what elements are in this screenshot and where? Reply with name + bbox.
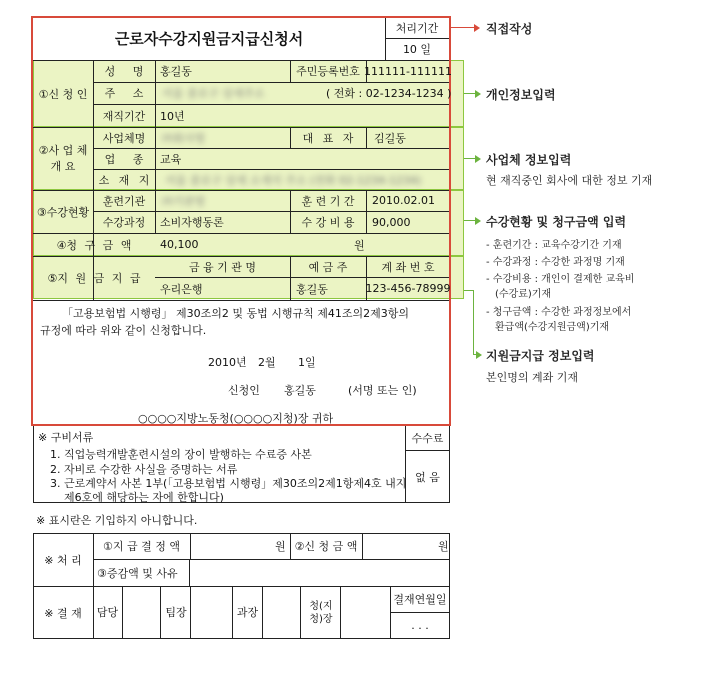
approval-office-head: 청(지청)장 <box>309 601 333 625</box>
processing-period-label: 처리기간 <box>395 21 439 35</box>
bank-value: 우리은행 <box>160 282 203 296</box>
requested-label: ②신 청 금 액 <box>294 540 358 553</box>
tenure-label: 재직기간 <box>102 109 146 123</box>
period-value: 2010.02.01 <box>372 194 435 207</box>
fee-label: 수 강 비 용 <box>301 216 355 229</box>
annotation-course-item: - 수강과정 : 수강한 과정명 기재 <box>486 257 625 268</box>
statement-line-2: 규정에 따라 위와 같이 신청합니다. <box>40 324 207 337</box>
company-section-label-2: 개 요 <box>50 159 76 173</box>
document-item: 1. 직업능력개발훈련시설의 장이 발행하는 수료증 사본 <box>50 448 312 461</box>
holder-value: 홍길동 <box>296 282 328 296</box>
industry-value: 교육 <box>160 152 182 166</box>
annotation-personal-info: 개인정보입력 <box>486 88 556 102</box>
approval-date-value: . . . <box>411 619 429 632</box>
claim-label: ④청 구 금 액 <box>56 238 132 252</box>
applicant-sign-name: 홍길동 <box>284 384 316 397</box>
annotation-course-item: (수강료)기재 <box>495 289 552 300</box>
won-1: 원 <box>275 540 286 553</box>
course-section-label: ③수강현황 <box>36 205 90 219</box>
annotation-payment-title: 지원금지급 정보입력 <box>486 349 595 363</box>
annotation-company-desc: 현 재직중인 회사에 대한 정보 기재 <box>486 174 653 187</box>
documents-header: ※ 구비서류 <box>38 431 94 444</box>
account-header: 계 좌 번 호 <box>381 260 435 274</box>
annotation-direct-write: 직접작성 <box>486 22 533 36</box>
process-label: ※ 처 리 <box>44 553 82 567</box>
annotation-course-item: - 훈련기간 : 교육수강기간 기재 <box>486 240 622 251</box>
industry-label: 업 종 <box>104 152 144 166</box>
annotation-course-item: 환급액(수강지원금액)기재 <box>495 322 610 333</box>
applicant-sign-label: 신청인 <box>228 384 260 397</box>
date-month: 2월 <box>258 356 276 369</box>
name-label: 성 명 <box>104 65 144 78</box>
approval-section-chief: 과장 <box>236 606 259 619</box>
document-item: 제6호에 해당하는 자에 한합니다) <box>64 491 224 504</box>
address-value: 서울 종로구 상세주소 <box>162 87 265 100</box>
annotation-course-item: - 수강비용 : 개인이 결제한 교육비 <box>486 274 635 285</box>
applicant-section-label: ①신 청 인 <box>38 87 88 101</box>
fee-value: 90,000 <box>372 215 411 229</box>
account-value: 123-456-78999 <box>365 282 451 295</box>
annotation-payment-desc: 본인명의 계좌 기재 <box>486 371 579 384</box>
date-day: 1일 <box>298 356 316 369</box>
statement-line-1: 「고용보험법 시행령」 제30조의2 및 동법 시행규칙 제41조의2제3항의 <box>62 307 409 320</box>
holder-header: 예 금 주 <box>308 260 348 274</box>
bank-header: 금 융 기 관 명 <box>188 260 257 274</box>
name-value: 홍길동 <box>160 65 192 78</box>
phone-text: ( 전화 : 02-1234-1234 ) <box>326 87 452 100</box>
period-label: 훈 련 기 간 <box>301 194 355 208</box>
payment-label: ⑤지 원 금 지 급 <box>47 272 141 285</box>
rrn-value: 111111-111111 <box>364 64 452 78</box>
company-section-label-1: ②사 업 체 <box>38 143 88 157</box>
claim-amount: 40,100 <box>160 238 199 251</box>
location-value: 서울 종로구 상세 소재지 주소 (전화 02-1234-1234) <box>165 173 422 187</box>
claim-unit: 원 <box>354 238 365 252</box>
sign-note: (서명 또는 인) <box>348 384 417 397</box>
document-item: 2. 자비로 수강한 사실을 증명하는 서류 <box>50 463 238 476</box>
institution-label: 훈련기관 <box>102 194 146 208</box>
won-2: 원 <box>438 540 449 553</box>
annotation-course-title: 수강현황 및 청구금액 입력 <box>486 215 627 229</box>
tenure-value: 10년 <box>160 109 185 123</box>
office-note: ※ 표시란은 기입하지 아니합니다. <box>36 514 198 527</box>
fee-header: 수수료 <box>411 431 444 445</box>
company-name-value: ㈜회사명 <box>162 131 205 145</box>
fee-none: 없 음 <box>415 470 440 484</box>
institution-value: ㈜기관명 <box>162 194 205 208</box>
rrn-label: 주민등록번호 <box>296 65 360 78</box>
date-year: 2010년 <box>208 356 247 369</box>
annotation-course-item: - 청구금액 : 수강한 과정정보에서 <box>486 307 632 318</box>
addressee: ○○○○지방노동청(○○○○지청)장 귀하 <box>138 412 334 425</box>
approval-label: ※ 결 재 <box>44 606 82 620</box>
adjust-label: ③증감액 및 사유 <box>97 566 178 580</box>
ceo-label: 대 표 자 <box>302 131 354 145</box>
approval-damdang: 담당 <box>96 606 119 619</box>
approval-team-lead: 팀장 <box>165 606 187 619</box>
document-item: 3. 근로계약서 사본 1부(「고용보험법 시행령」제30조의2제1항제4호 내지 <box>50 477 407 490</box>
company-section-label <box>33 127 93 190</box>
form-title: 근로자수강지원금지급신청서 <box>114 30 304 48</box>
pay-decision-label: ①지 급 결 정 액 <box>103 540 180 553</box>
location-label: 소 재 지 <box>98 173 150 187</box>
course-label: 수강과정 <box>102 216 146 229</box>
address-label: 주 소 <box>104 87 144 100</box>
course-value: 소비자행동론 <box>160 216 224 229</box>
processing-period-value: 10 일 <box>402 43 432 56</box>
ceo-value: 김길동 <box>374 131 406 145</box>
annotation-company-title: 사업체 정보입력 <box>486 153 572 167</box>
company-name-label: 사업체명 <box>102 131 146 145</box>
approval-date-label: 결재연월일 <box>393 593 447 606</box>
